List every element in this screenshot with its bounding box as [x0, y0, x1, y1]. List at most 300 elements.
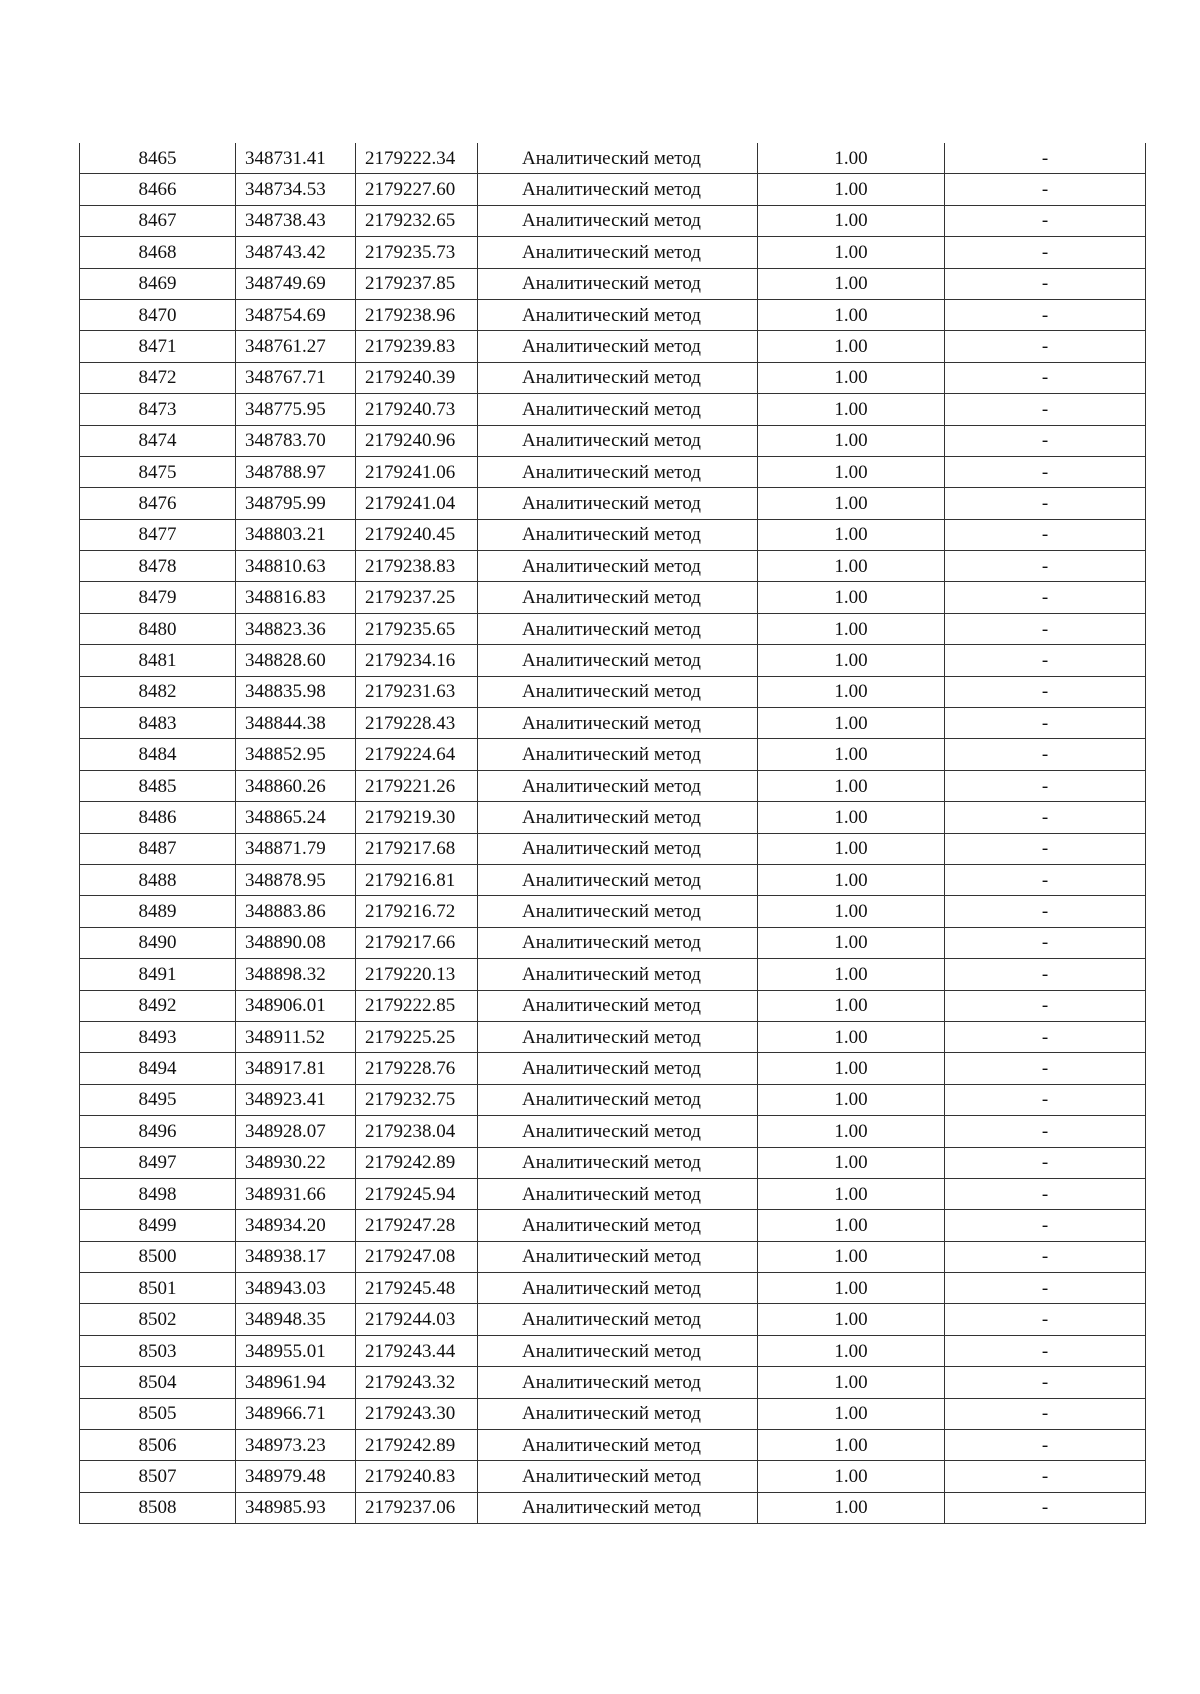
accuracy-value: 1.00: [758, 1053, 945, 1084]
accuracy-value: 1.00: [758, 1398, 945, 1429]
note-value: -: [945, 1398, 1146, 1429]
accuracy-value: 1.00: [758, 864, 945, 895]
determination-method: Аналитический метод: [478, 143, 758, 174]
determination-method: Аналитический метод: [478, 770, 758, 801]
note-value: -: [945, 1492, 1146, 1523]
determination-method: Аналитический метод: [478, 268, 758, 299]
table-row: [80, 1430, 1146, 1461]
accuracy-value: 1.00: [758, 645, 945, 676]
y-coordinate: 2179235.65: [356, 613, 478, 644]
note-value: -: [945, 1461, 1146, 1492]
determination-method: Аналитический метод: [478, 739, 758, 770]
point-number: 8505: [80, 1398, 236, 1429]
determination-method: Аналитический метод: [478, 802, 758, 833]
determination-method: Аналитический метод: [478, 174, 758, 205]
note-value: -: [945, 1021, 1146, 1052]
determination-method: Аналитический метод: [478, 1335, 758, 1366]
accuracy-value: 1.00: [758, 425, 945, 456]
accuracy-value: 1.00: [758, 1273, 945, 1304]
table-row: [80, 1367, 1146, 1398]
y-coordinate: 2179238.04: [356, 1116, 478, 1147]
x-coordinate: 348865.24: [236, 802, 356, 833]
x-coordinate: 348938.17: [236, 1241, 356, 1272]
determination-method: Аналитический метод: [478, 519, 758, 550]
table-row: [80, 613, 1146, 644]
determination-method: Аналитический метод: [478, 1304, 758, 1335]
point-number: 8478: [80, 551, 236, 582]
x-coordinate: 348898.32: [236, 959, 356, 990]
note-value: -: [945, 802, 1146, 833]
accuracy-value: 1.00: [758, 551, 945, 582]
determination-method: Аналитический метод: [478, 708, 758, 739]
table-row: [80, 456, 1146, 487]
y-coordinate: 2179234.16: [356, 645, 478, 676]
y-coordinate: 2179247.08: [356, 1241, 478, 1272]
x-coordinate: 348871.79: [236, 833, 356, 864]
y-coordinate: 2179216.72: [356, 896, 478, 927]
point-number: 8487: [80, 833, 236, 864]
note-value: -: [945, 708, 1146, 739]
note-value: -: [945, 519, 1146, 550]
note-value: -: [945, 268, 1146, 299]
accuracy-value: 1.00: [758, 770, 945, 801]
point-number: 8469: [80, 268, 236, 299]
table-row: [80, 299, 1146, 330]
accuracy-value: 1.00: [758, 1084, 945, 1115]
y-coordinate: 2179243.44: [356, 1335, 478, 1366]
y-coordinate: 2179238.83: [356, 551, 478, 582]
determination-method: Аналитический метод: [478, 1273, 758, 1304]
accuracy-value: 1.00: [758, 299, 945, 330]
note-value: -: [945, 613, 1146, 644]
determination-method: Аналитический метод: [478, 1398, 758, 1429]
y-coordinate: 2179240.73: [356, 394, 478, 425]
determination-method: Аналитический метод: [478, 1461, 758, 1492]
determination-method: Аналитический метод: [478, 676, 758, 707]
determination-method: Аналитический метод: [478, 1241, 758, 1272]
determination-method: Аналитический метод: [478, 1430, 758, 1461]
determination-method: Аналитический метод: [478, 394, 758, 425]
x-coordinate: 348943.03: [236, 1273, 356, 1304]
determination-method: Аналитический метод: [478, 1178, 758, 1209]
y-coordinate: 2179240.83: [356, 1461, 478, 1492]
point-number: 8506: [80, 1430, 236, 1461]
note-value: -: [945, 1084, 1146, 1115]
point-number: 8501: [80, 1273, 236, 1304]
y-coordinate: 2179231.63: [356, 676, 478, 707]
accuracy-value: 1.00: [758, 237, 945, 268]
x-coordinate: 348844.38: [236, 708, 356, 739]
x-coordinate: 348852.95: [236, 739, 356, 770]
y-coordinate: 2179232.75: [356, 1084, 478, 1115]
table-row: [80, 739, 1146, 770]
point-number: 8470: [80, 299, 236, 330]
accuracy-value: 1.00: [758, 1021, 945, 1052]
determination-method: Аналитический метод: [478, 1021, 758, 1052]
point-number: 8482: [80, 676, 236, 707]
x-coordinate: 348795.99: [236, 488, 356, 519]
note-value: -: [945, 331, 1146, 362]
y-coordinate: 2179243.32: [356, 1367, 478, 1398]
y-coordinate: 2179219.30: [356, 802, 478, 833]
x-coordinate: 348749.69: [236, 268, 356, 299]
x-coordinate: 348883.86: [236, 896, 356, 927]
accuracy-value: 1.00: [758, 676, 945, 707]
table-row: [80, 362, 1146, 393]
table-row: [80, 205, 1146, 236]
point-number: 8498: [80, 1178, 236, 1209]
note-value: -: [945, 551, 1146, 582]
accuracy-value: 1.00: [758, 519, 945, 550]
y-coordinate: 2179247.28: [356, 1210, 478, 1241]
table-row: [80, 425, 1146, 456]
accuracy-value: 1.00: [758, 1241, 945, 1272]
point-number: 8503: [80, 1335, 236, 1366]
accuracy-value: 1.00: [758, 1367, 945, 1398]
note-value: -: [945, 864, 1146, 895]
table-row: [80, 833, 1146, 864]
table-row: [80, 1053, 1146, 1084]
coordinates-table: [79, 143, 1146, 1524]
y-coordinate: 2179217.68: [356, 833, 478, 864]
table-row: [80, 1304, 1146, 1335]
y-coordinate: 2179220.13: [356, 959, 478, 990]
y-coordinate: 2179245.94: [356, 1178, 478, 1209]
x-coordinate: 348979.48: [236, 1461, 356, 1492]
y-coordinate: 2179238.96: [356, 299, 478, 330]
y-coordinate: 2179242.89: [356, 1430, 478, 1461]
accuracy-value: 1.00: [758, 205, 945, 236]
point-number: 8504: [80, 1367, 236, 1398]
x-coordinate: 348816.83: [236, 582, 356, 613]
accuracy-value: 1.00: [758, 1335, 945, 1366]
note-value: -: [945, 927, 1146, 958]
x-coordinate: 348923.41: [236, 1084, 356, 1115]
determination-method: Аналитический метод: [478, 1116, 758, 1147]
x-coordinate: 348930.22: [236, 1147, 356, 1178]
note-value: -: [945, 456, 1146, 487]
y-coordinate: 2179222.85: [356, 990, 478, 1021]
table-row: [80, 990, 1146, 1021]
accuracy-value: 1.00: [758, 896, 945, 927]
accuracy-value: 1.00: [758, 1492, 945, 1523]
table-row: [80, 331, 1146, 362]
x-coordinate: 348828.60: [236, 645, 356, 676]
x-coordinate: 348906.01: [236, 990, 356, 1021]
determination-method: Аналитический метод: [478, 1053, 758, 1084]
table-row: [80, 1273, 1146, 1304]
point-number: 8481: [80, 645, 236, 676]
determination-method: Аналитический метод: [478, 959, 758, 990]
point-number: 8508: [80, 1492, 236, 1523]
determination-method: Аналитический метод: [478, 1367, 758, 1398]
table-row: [80, 959, 1146, 990]
point-number: 8499: [80, 1210, 236, 1241]
x-coordinate: 348955.01: [236, 1335, 356, 1366]
determination-method: Аналитический метод: [478, 833, 758, 864]
x-coordinate: 348911.52: [236, 1021, 356, 1052]
x-coordinate: 348966.71: [236, 1398, 356, 1429]
table-row: [80, 1461, 1146, 1492]
table-row: [80, 1492, 1146, 1523]
note-value: -: [945, 959, 1146, 990]
point-number: 8474: [80, 425, 236, 456]
determination-method: Аналитический метод: [478, 613, 758, 644]
x-coordinate: 348761.27: [236, 331, 356, 362]
y-coordinate: 2179222.34: [356, 143, 478, 174]
accuracy-value: 1.00: [758, 1116, 945, 1147]
point-number: 8484: [80, 739, 236, 770]
x-coordinate: 348788.97: [236, 456, 356, 487]
y-coordinate: 2179241.04: [356, 488, 478, 519]
point-number: 8479: [80, 582, 236, 613]
note-value: -: [945, 1273, 1146, 1304]
note-value: -: [945, 1335, 1146, 1366]
x-coordinate: 348878.95: [236, 864, 356, 895]
point-number: 8483: [80, 708, 236, 739]
x-coordinate: 348783.70: [236, 425, 356, 456]
y-coordinate: 2179242.89: [356, 1147, 478, 1178]
x-coordinate: 348734.53: [236, 174, 356, 205]
point-number: 8489: [80, 896, 236, 927]
note-value: -: [945, 425, 1146, 456]
y-coordinate: 2179237.85: [356, 268, 478, 299]
point-number: 8491: [80, 959, 236, 990]
point-number: 8486: [80, 802, 236, 833]
note-value: -: [945, 1147, 1146, 1178]
determination-method: Аналитический метод: [478, 362, 758, 393]
note-value: -: [945, 739, 1146, 770]
note-value: -: [945, 1241, 1146, 1272]
note-value: -: [945, 1116, 1146, 1147]
x-coordinate: 348931.66: [236, 1178, 356, 1209]
y-coordinate: 2179243.30: [356, 1398, 478, 1429]
note-value: -: [945, 143, 1146, 174]
note-value: -: [945, 174, 1146, 205]
table-row: [80, 394, 1146, 425]
point-number: 8496: [80, 1116, 236, 1147]
x-coordinate: 348860.26: [236, 770, 356, 801]
note-value: -: [945, 990, 1146, 1021]
table-row: [80, 1335, 1146, 1366]
point-number: 8471: [80, 331, 236, 362]
determination-method: Аналитический метод: [478, 645, 758, 676]
accuracy-value: 1.00: [758, 394, 945, 425]
y-coordinate: 2179240.39: [356, 362, 478, 393]
accuracy-value: 1.00: [758, 802, 945, 833]
note-value: -: [945, 582, 1146, 613]
x-coordinate: 348743.42: [236, 237, 356, 268]
note-value: -: [945, 205, 1146, 236]
point-number: 8507: [80, 1461, 236, 1492]
table-row: [80, 770, 1146, 801]
point-number: 8466: [80, 174, 236, 205]
point-number: 8494: [80, 1053, 236, 1084]
table-row: [80, 551, 1146, 582]
point-number: 8468: [80, 237, 236, 268]
note-value: -: [945, 237, 1146, 268]
y-coordinate: 2179227.60: [356, 174, 478, 205]
accuracy-value: 1.00: [758, 362, 945, 393]
y-coordinate: 2179245.48: [356, 1273, 478, 1304]
table-row: [80, 268, 1146, 299]
note-value: -: [945, 1304, 1146, 1335]
point-number: 8493: [80, 1021, 236, 1052]
y-coordinate: 2179239.83: [356, 331, 478, 362]
x-coordinate: 348985.93: [236, 1492, 356, 1523]
determination-method: Аналитический метод: [478, 331, 758, 362]
x-coordinate: 348754.69: [236, 299, 356, 330]
accuracy-value: 1.00: [758, 488, 945, 519]
note-value: -: [945, 299, 1146, 330]
x-coordinate: 348973.23: [236, 1430, 356, 1461]
determination-method: Аналитический метод: [478, 1147, 758, 1178]
accuracy-value: 1.00: [758, 959, 945, 990]
note-value: -: [945, 645, 1146, 676]
accuracy-value: 1.00: [758, 990, 945, 1021]
determination-method: Аналитический метод: [478, 425, 758, 456]
x-coordinate: 348731.41: [236, 143, 356, 174]
point-number: 8473: [80, 394, 236, 425]
determination-method: Аналитический метод: [478, 488, 758, 519]
determination-method: Аналитический метод: [478, 205, 758, 236]
table-row: [80, 143, 1146, 174]
table-row: [80, 1147, 1146, 1178]
y-coordinate: 2179217.66: [356, 927, 478, 958]
point-number: 8495: [80, 1084, 236, 1115]
accuracy-value: 1.00: [758, 174, 945, 205]
determination-method: Аналитический метод: [478, 237, 758, 268]
point-number: 8480: [80, 613, 236, 644]
point-number: 8472: [80, 362, 236, 393]
determination-method: Аналитический метод: [478, 299, 758, 330]
y-coordinate: 2179244.03: [356, 1304, 478, 1335]
y-coordinate: 2179232.65: [356, 205, 478, 236]
accuracy-value: 1.00: [758, 927, 945, 958]
y-coordinate: 2179225.25: [356, 1021, 478, 1052]
note-value: -: [945, 1367, 1146, 1398]
table-row: [80, 237, 1146, 268]
note-value: -: [945, 770, 1146, 801]
determination-method: Аналитический метод: [478, 896, 758, 927]
x-coordinate: 348917.81: [236, 1053, 356, 1084]
y-coordinate: 2179237.06: [356, 1492, 478, 1523]
table-row: [80, 864, 1146, 895]
point-number: 8477: [80, 519, 236, 550]
point-number: 8502: [80, 1304, 236, 1335]
point-number: 8476: [80, 488, 236, 519]
table-row: [80, 1178, 1146, 1209]
x-coordinate: 348890.08: [236, 927, 356, 958]
y-coordinate: 2179240.96: [356, 425, 478, 456]
table-row: [80, 645, 1146, 676]
x-coordinate: 348961.94: [236, 1367, 356, 1398]
coordinates-table-body: [80, 143, 1146, 1524]
x-coordinate: 348928.07: [236, 1116, 356, 1147]
determination-method: Аналитический метод: [478, 551, 758, 582]
determination-method: Аналитический метод: [478, 1210, 758, 1241]
point-number: 8475: [80, 456, 236, 487]
accuracy-value: 1.00: [758, 1147, 945, 1178]
point-number: 8467: [80, 205, 236, 236]
accuracy-value: 1.00: [758, 1461, 945, 1492]
determination-method: Аналитический метод: [478, 864, 758, 895]
y-coordinate: 2179224.64: [356, 739, 478, 770]
point-number: 8490: [80, 927, 236, 958]
accuracy-value: 1.00: [758, 331, 945, 362]
accuracy-value: 1.00: [758, 1304, 945, 1335]
determination-method: Аналитический метод: [478, 1492, 758, 1523]
determination-method: Аналитический метод: [478, 582, 758, 613]
table-row: [80, 519, 1146, 550]
accuracy-value: 1.00: [758, 708, 945, 739]
accuracy-value: 1.00: [758, 268, 945, 299]
table-row: [80, 582, 1146, 613]
y-coordinate: 2179228.76: [356, 1053, 478, 1084]
x-coordinate: 348810.63: [236, 551, 356, 582]
table-row: [80, 174, 1146, 205]
point-number: 8492: [80, 990, 236, 1021]
note-value: -: [945, 394, 1146, 425]
table-row: [80, 488, 1146, 519]
accuracy-value: 1.00: [758, 613, 945, 644]
y-coordinate: 2179240.45: [356, 519, 478, 550]
determination-method: Аналитический метод: [478, 927, 758, 958]
x-coordinate: 348767.71: [236, 362, 356, 393]
accuracy-value: 1.00: [758, 1210, 945, 1241]
y-coordinate: 2179216.81: [356, 864, 478, 895]
x-coordinate: 348823.36: [236, 613, 356, 644]
y-coordinate: 2179241.06: [356, 456, 478, 487]
accuracy-value: 1.00: [758, 582, 945, 613]
point-number: 8465: [80, 143, 236, 174]
accuracy-value: 1.00: [758, 1178, 945, 1209]
point-number: 8500: [80, 1241, 236, 1272]
table-row: [80, 1398, 1146, 1429]
note-value: -: [945, 488, 1146, 519]
y-coordinate: 2179235.73: [356, 237, 478, 268]
note-value: -: [945, 362, 1146, 393]
note-value: -: [945, 1430, 1146, 1461]
table-row: [80, 1116, 1146, 1147]
y-coordinate: 2179237.25: [356, 582, 478, 613]
point-number: 8488: [80, 864, 236, 895]
note-value: -: [945, 833, 1146, 864]
table-row: [80, 676, 1146, 707]
accuracy-value: 1.00: [758, 143, 945, 174]
y-coordinate: 2179228.43: [356, 708, 478, 739]
note-value: -: [945, 676, 1146, 707]
accuracy-value: 1.00: [758, 1430, 945, 1461]
accuracy-value: 1.00: [758, 833, 945, 864]
point-number: 8497: [80, 1147, 236, 1178]
note-value: -: [945, 1210, 1146, 1241]
table-row: [80, 1210, 1146, 1241]
x-coordinate: 348934.20: [236, 1210, 356, 1241]
y-coordinate: 2179221.26: [356, 770, 478, 801]
table-row: [80, 1021, 1146, 1052]
determination-method: Аналитический метод: [478, 456, 758, 487]
table-row: [80, 708, 1146, 739]
table-row: [80, 1241, 1146, 1272]
determination-method: Аналитический метод: [478, 1084, 758, 1115]
note-value: -: [945, 896, 1146, 927]
note-value: -: [945, 1053, 1146, 1084]
accuracy-value: 1.00: [758, 456, 945, 487]
table-row: [80, 896, 1146, 927]
table-row: [80, 1084, 1146, 1115]
note-value: -: [945, 1178, 1146, 1209]
